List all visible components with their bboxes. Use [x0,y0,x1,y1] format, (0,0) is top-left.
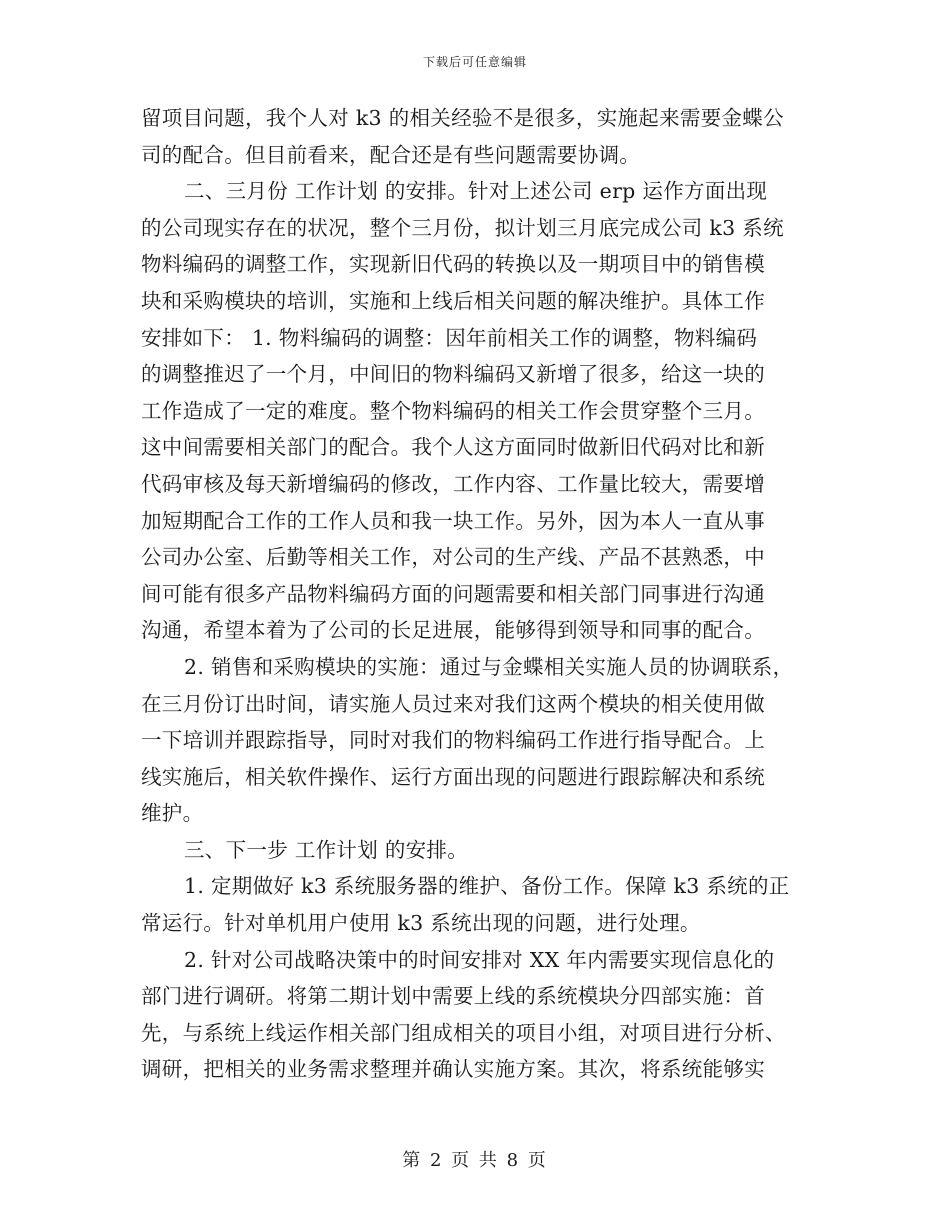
document-body [141,100,806,1088]
text-line: 调研，把相关的业务需求整理并确认实施方案。其次，将系统能够实 [141,1057,765,1082]
text-line: 的调整推迟了一个月，中间旧的物料编码又新增了很多，给这一块的 [141,362,765,387]
text-line: 2. 销售和采购模块的实施：通过与金蝶相关实施人员的协调联系， [184,654,794,679]
text-line: 的公司现实存在的状况，整个三月份，拟计划三月底完成公司 k3 系统 [141,215,784,240]
text-line: 线实施后，相关软件操作、运行方面出现的问题进行跟踪解决和系统 [141,764,765,789]
text-line: 沟通，希望本着为了公司的长足进展，能够得到领导和同事的配合。 [141,618,765,643]
text-line: 公司办公室、后勤等相关工作，对公司的生产线、产品不甚熟悉，中 [141,545,765,570]
text-line: 2. 针对公司战略决策中的时间安排对 XX 年内需要实现信息化的 [184,947,775,972]
text-line: 一下培训并跟踪指导，同时对我们的物料编码工作进行指导配合。上 [141,728,765,753]
text-line: 代码审核及每天新增编码的修改，工作内容、工作量比较大，需要增 [141,471,765,496]
text-line: 间可能有很多产品物料编码方面的问题需要和相关部门同事进行沟通 [141,581,765,606]
text-line: 留项目问题，我个人对 k3 的相关经验不是很多，实施起来需要金蝶公 [141,106,784,130]
text-line: 三、下一步 工作计划 的安排。 [184,837,469,862]
text-line: 在三月份订出时间，请实施人员过来对我们这两个模块的相关使用做 [141,691,765,716]
page-number: 第 2 页 共 8 页 [402,1150,548,1171]
text-line: 1. 定期做好 k3 系统服务器的维护、备份工作。保障 k3 系统的正 [184,874,790,899]
text-line: 先，与系统上线运作相关部门组成相关的项目小组，对项目进行分析、 [141,1020,786,1045]
text-line: 这中间需要相关部门的配合。我个人这方面同时做新旧代码对比和新 [141,435,765,460]
text-line: 部门进行调研。将第二期计划中需要上线的系统模块分四部实施：首 [141,984,765,1009]
text-line: 工作造成了一定的难度。整个物料编码的相关工作会贯穿整个三月。 [141,398,765,423]
page-header: 下载后可任意编辑 [422,55,527,69]
text-line: 物料编码的调整工作，实现新旧代码的转换以及一期项目中的销售模 [141,252,765,277]
text-line: 安排如下： 1. 物料编码的调整：因年前相关工作的调整，物料编码 [141,325,758,350]
text-line: 司的配合。但目前看来，配合还是有些问题需要协调。 [141,142,641,167]
text-line: 常运行。针对单机用户使用 k3 系统出现的问题，进行处理。 [141,911,701,936]
text-line: 维护。 [141,801,204,826]
text-line: 块和采购模块的培训，实施和上线后相关问题的解决维护。具体工作 [141,288,765,313]
text-line: 加短期配合工作的工作人员和我一块工作。另外，因为本人一直从事 [141,508,765,533]
text-line: 二、三月份 工作计划 的安排。针对上述公司 erp 运作方面出现 [184,179,768,204]
